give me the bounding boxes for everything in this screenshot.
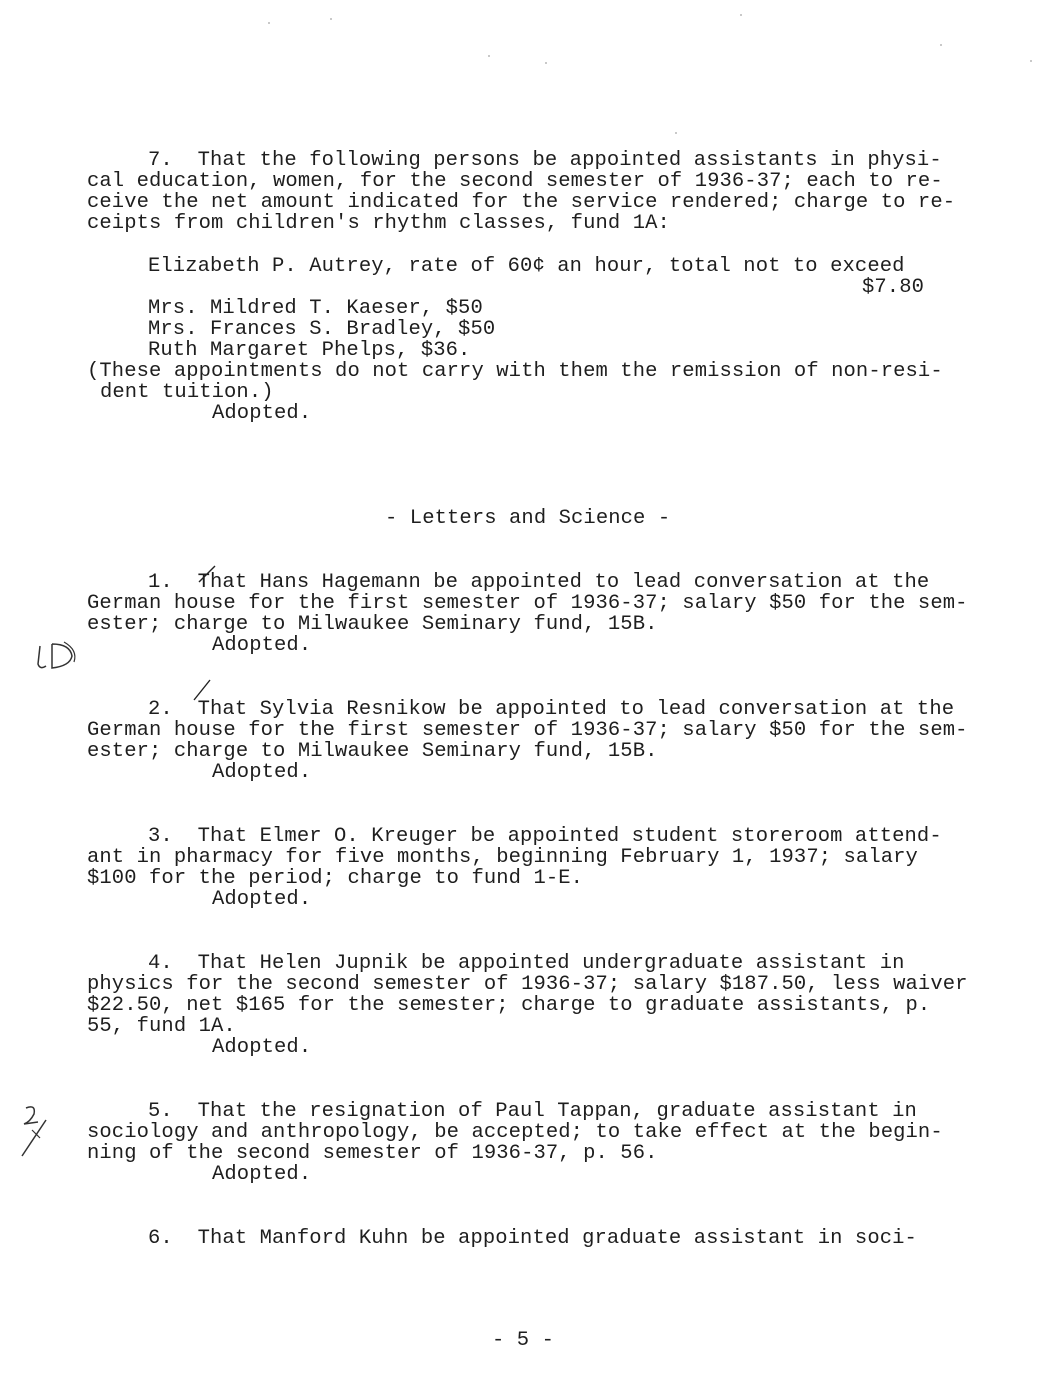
ls-item6-line-1: 6. That Manford Kuhn be appointed graduate assistant in soci- xyxy=(148,1227,917,1250)
item7-line-1: 7. That the following persons be appointed assistants in physi- xyxy=(148,149,942,172)
item7-status: Adopted. xyxy=(212,402,312,425)
check-mark-icon xyxy=(190,676,214,704)
check-mark-icon xyxy=(196,562,218,586)
ls-item1-line-2: German house for the first semester of 1936-37; salary $50 for the sem- xyxy=(87,592,968,615)
page-number: - 5 - xyxy=(492,1329,555,1352)
ls-item2-line-1: 2. That Sylvia Resnikow be appointed to lead conversation at the xyxy=(148,698,955,721)
scan-speck xyxy=(675,132,677,134)
ls-item1-line-3: ester; charge to Milwaukee Seminary fund, 15B. xyxy=(87,613,658,636)
item7-note-line-1: (These appointments do not carry with them the remission of non-resi- xyxy=(87,360,943,383)
item7-line-4: ceipts from children's rhythm classes, fund 1A: xyxy=(87,212,670,235)
handwritten-margin-note-icon xyxy=(10,1100,60,1160)
scan-speck xyxy=(740,14,742,16)
scan-speck xyxy=(488,55,490,57)
ls-item4-line-4: 55, fund 1A. xyxy=(87,1015,236,1038)
handwritten-initials-icon xyxy=(30,636,100,676)
scan-speck xyxy=(330,18,332,20)
ls-item2-status: Adopted. xyxy=(212,761,312,784)
appointee-bradley: Mrs. Frances S. Bradley, $50 xyxy=(148,318,496,341)
appointee-autrey-total: $7.80 xyxy=(862,276,925,299)
item7-line-2: cal education, women, for the second semester of 1936-37; each to re- xyxy=(87,170,943,193)
ls-item3-line-3: $100 for the period; charge to fund 1-E. xyxy=(87,867,584,890)
ls-item4-line-3: $22.50, net $165 for the semester; charge to graduate assistants, p. xyxy=(87,994,931,1017)
ls-item5-status: Adopted. xyxy=(212,1163,312,1186)
scan-speck xyxy=(940,44,942,46)
appointee-autrey: Elizabeth P. Autrey, rate of 60¢ an hour, total not to exceed xyxy=(148,255,905,278)
ls-item3-line-1: 3. That Elmer O. Kreuger be appointed student storeroom attend- xyxy=(148,825,942,848)
scan-speck xyxy=(545,62,547,64)
scan-speck xyxy=(1030,60,1032,62)
ls-item2-line-3: ester; charge to Milwaukee Seminary fund, 15B. xyxy=(87,740,658,763)
ls-item2-line-2: German house for the first semester of 1936-37; salary $50 for the sem- xyxy=(87,719,968,742)
item7-note-line-2: dent tuition.) xyxy=(100,381,274,404)
scan-speck xyxy=(268,22,270,24)
section-heading: - Letters and Science - xyxy=(385,507,671,530)
ls-item3-line-2: ant in pharmacy for five months, beginning February 1, 1937; salary xyxy=(87,846,918,869)
ls-item1-line-1: 1. That Hans Hagemann be appointed to lead conversation at the xyxy=(148,571,930,594)
appointee-kaeser: Mrs. Mildred T. Kaeser, $50 xyxy=(148,297,483,320)
ls-item5-line-1: 5. That the resignation of Paul Tappan, graduate assistant in xyxy=(148,1100,917,1123)
ls-item4-line-1: 4. That Helen Jupnik be appointed undergraduate assistant in xyxy=(148,952,905,975)
ls-item3-status: Adopted. xyxy=(212,888,312,911)
appointee-phelps: Ruth Margaret Phelps, $36. xyxy=(148,339,471,362)
ls-item5-line-2: sociology and anthropology, be accepted; to take effect at the begin- xyxy=(87,1121,943,1144)
ls-item4-line-2: physics for the second semester of 1936-37; salary $187.50, less waiver xyxy=(87,973,968,996)
ls-item4-status: Adopted. xyxy=(212,1036,312,1059)
item7-line-3: ceive the net amount indicated for the service rendered; charge to re- xyxy=(87,191,956,214)
ls-item1-status: Adopted. xyxy=(212,634,312,657)
ls-item5-line-3: ning of the second semester of 1936-37, p. 56. xyxy=(87,1142,658,1165)
